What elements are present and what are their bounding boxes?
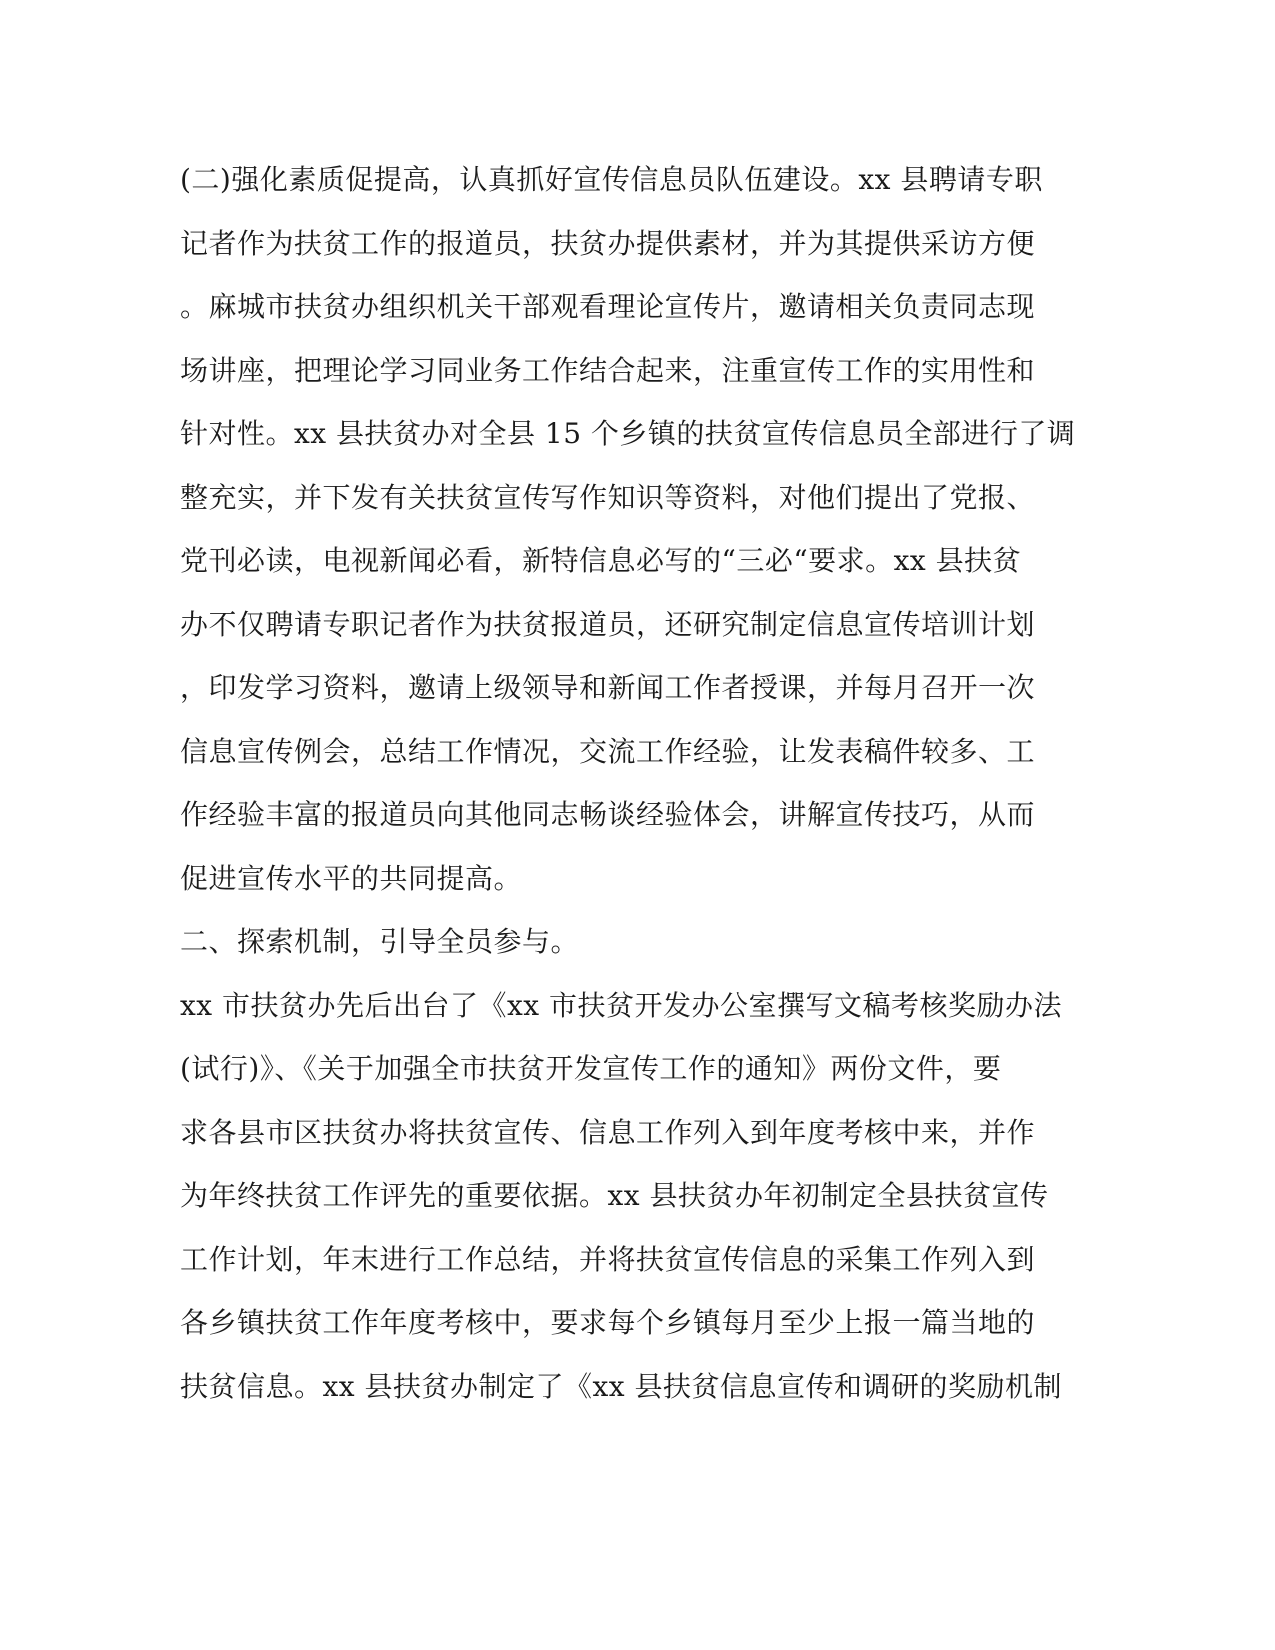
text-line: 场讲座，把理论学习同业务工作结合起来，注重宣传工作的实用性和 xyxy=(180,353,1036,387)
text-line: 整充实，并下发有关扶贫宣传写作知识等资料，对他们提出了党报、 xyxy=(180,480,1036,514)
text-line: 求各县市区扶贫办将扶贫宣传、信息工作列入到年度考核中来，并作 xyxy=(180,1115,1036,1149)
text-line: (二)强化素质促提高，认真抓好宣传信息员队伍建设。xx 县聘请专职 xyxy=(180,163,1043,196)
text-line: 各乡镇扶贫工作年度考核中，要求每个乡镇每月至少上报一篇当地的 xyxy=(180,1306,1036,1339)
body-text xyxy=(180,148,1080,1418)
text-line: 促进宣传水平的共同提高。 xyxy=(180,861,523,895)
text-line: xx 市扶贫办先后出台了《xx 市扶贫开发办公室撰写文稿考核奖励办法 xyxy=(180,988,1062,1022)
text-line: 针对性。xx 县扶贫办对全县 15 个乡镇的扶贫宣传信息员全部进行了调 xyxy=(180,417,1076,450)
text-line: 。麻城市扶贫办组织机关干部观看理论宣传片，邀请相关负责同志现 xyxy=(180,290,1036,323)
text-line: 扶贫信息。xx 县扶贫办制定了《xx 县扶贫信息宣传和调研的奖励机制 xyxy=(180,1369,1062,1403)
text-line: 办不仅聘请专职记者作为扶贫报道员，还研究制定信息宣传培训计划 xyxy=(180,607,1036,641)
section-heading: 二、探索机制，引导全员参与。 xyxy=(180,925,580,958)
text-line: 作经验丰富的报道员向其他同志畅谈经验体会，讲解宣传技巧，从而 xyxy=(180,798,1036,831)
text-line: 党刊必读，电视新闻必看，新特信息必写的“三必“要求。xx 县扶贫 xyxy=(180,544,1022,577)
text-line: (试行)》、《关于加强全市扶贫开发宣传工作的通知》两份文件，要 xyxy=(180,1052,1002,1085)
text-line: 为年终扶贫工作评先的重要依据。xx 县扶贫办年初制定全县扶贫宣传 xyxy=(180,1179,1049,1212)
text-line: 信息宣传例会，总结工作情况，交流工作经验，让发表稿件较多、工 xyxy=(180,734,1036,768)
text-line: ，印发学习资料，邀请上级领导和新闻工作者授课，并每月召开一次 xyxy=(180,671,1036,704)
text-line: 记者作为扶贫工作的报道员，扶贫办提供素材，并为其提供采访方便 xyxy=(180,226,1036,260)
text-line: 工作计划，年末进行工作总结，并将扶贫宣传信息的采集工作列入到 xyxy=(180,1242,1036,1276)
